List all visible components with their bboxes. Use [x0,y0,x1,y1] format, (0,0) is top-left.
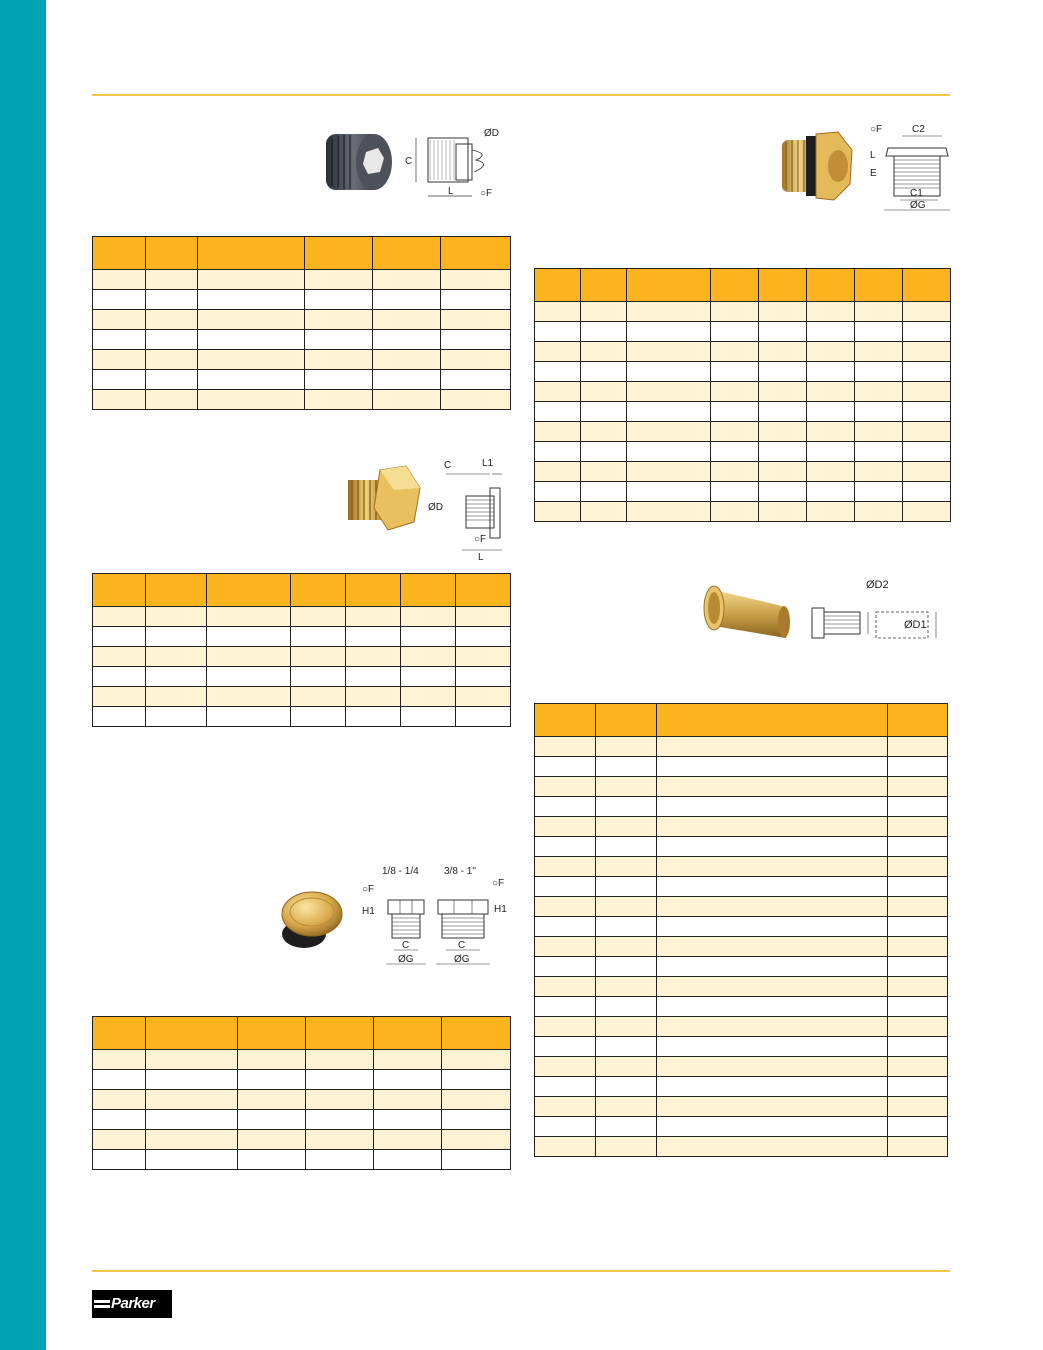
table-row [93,1110,511,1130]
table-row [93,667,511,687]
table-row [93,330,511,350]
reducer-label-og: ØG [910,200,926,211]
sealed-label-of-right: ○F [492,878,505,889]
sealed-label-og-right: ØG [454,954,470,965]
table-row [535,1037,948,1057]
hex-label-c: C [444,460,452,471]
table-row [93,707,511,727]
table-row [535,1137,948,1157]
sealed-plug-table [92,1016,511,1170]
table-row [93,607,511,627]
table-row [535,482,951,502]
table-row [93,1090,511,1110]
table-row [535,997,948,1017]
sealed-label-c-left: C [402,940,410,951]
cap-label-l: L [448,186,454,197]
sealed-label-of-left: ○F [362,884,375,895]
table-row [535,877,948,897]
sealed-label-c-right: C [458,940,466,951]
table-row [535,957,948,977]
sealed-label-og-left: ØG [398,954,414,965]
table-row [535,737,948,757]
hex-label-of: ○F [474,534,487,545]
table-row [535,797,948,817]
parker-logo-text: Parker [111,1295,155,1312]
reducer-diagram [862,120,958,216]
table-row [93,270,511,290]
sealed-label-h1-left: H1 [362,906,375,917]
table-row [535,1057,948,1077]
table-row [535,937,948,957]
hex-plug-photo [340,460,424,542]
table-row [535,1077,948,1097]
cap-label-c: C [405,156,413,167]
table-row [535,442,951,462]
cap-label-of: ○F [480,188,493,199]
table-row [535,502,951,522]
table-row [93,1050,511,1070]
cap-diagram [404,124,514,206]
reducer-label-l: L [870,150,876,161]
table-row [535,897,948,917]
hex-label-l: L [478,552,484,563]
table-row [535,362,951,382]
table-row [535,382,951,402]
cap-table [92,236,511,410]
table-row [535,837,948,857]
sidebar-band [0,0,46,1350]
table-row [93,290,511,310]
table-row [535,1097,948,1117]
sealed-plug-photo [272,884,352,954]
table-row [535,1117,948,1137]
reducer-label-c1: C1 [910,188,923,199]
table-row [93,1070,511,1090]
table-row [535,422,951,442]
sleeve-diagram [806,574,952,654]
reducer-table [534,268,951,522]
table-row [93,687,511,707]
sleeve-photo [700,580,798,652]
table-row [93,370,511,390]
sealed-label-size-small: 1/8 - 1/4 [382,866,419,877]
reducer-photo [776,126,856,206]
table-row [535,342,951,362]
cap-photo [318,124,400,198]
top-rule [92,94,950,96]
table-row [93,627,511,647]
table-row [535,917,948,937]
sleeve-table [534,703,948,1157]
cap-label-od: ØD [484,128,499,139]
hex-plug-table [92,573,511,727]
table-row [535,857,948,877]
table-row [535,1017,948,1037]
table-row [93,1130,511,1150]
hex-plug-diagram [426,456,520,564]
bottom-rule [92,1270,950,1272]
hex-label-l1: L1 [482,458,494,469]
table-row [535,977,948,997]
reducer-label-c2: C2 [912,124,925,135]
table-row [535,757,948,777]
table-row [535,777,948,797]
sleeve-label-od1: ØD1 [904,619,927,631]
table-row [535,302,951,322]
table-row [93,1150,511,1170]
table-row [93,390,511,410]
table-row [93,647,511,667]
table-row [535,402,951,422]
reducer-label-of: ○F [870,124,883,135]
sealed-plug-diagram [358,860,518,970]
hex-label-od: ØD [428,502,443,513]
table-row [535,322,951,342]
table-row [93,350,511,370]
sealed-label-size-large: 3/8 - 1" [444,866,476,877]
sleeve-label-od2: ØD2 [866,579,889,591]
sealed-label-h1-right: H1 [494,904,507,915]
table-row [535,462,951,482]
reducer-label-e: E [870,168,877,179]
table-row [93,310,511,330]
table-row [535,817,948,837]
